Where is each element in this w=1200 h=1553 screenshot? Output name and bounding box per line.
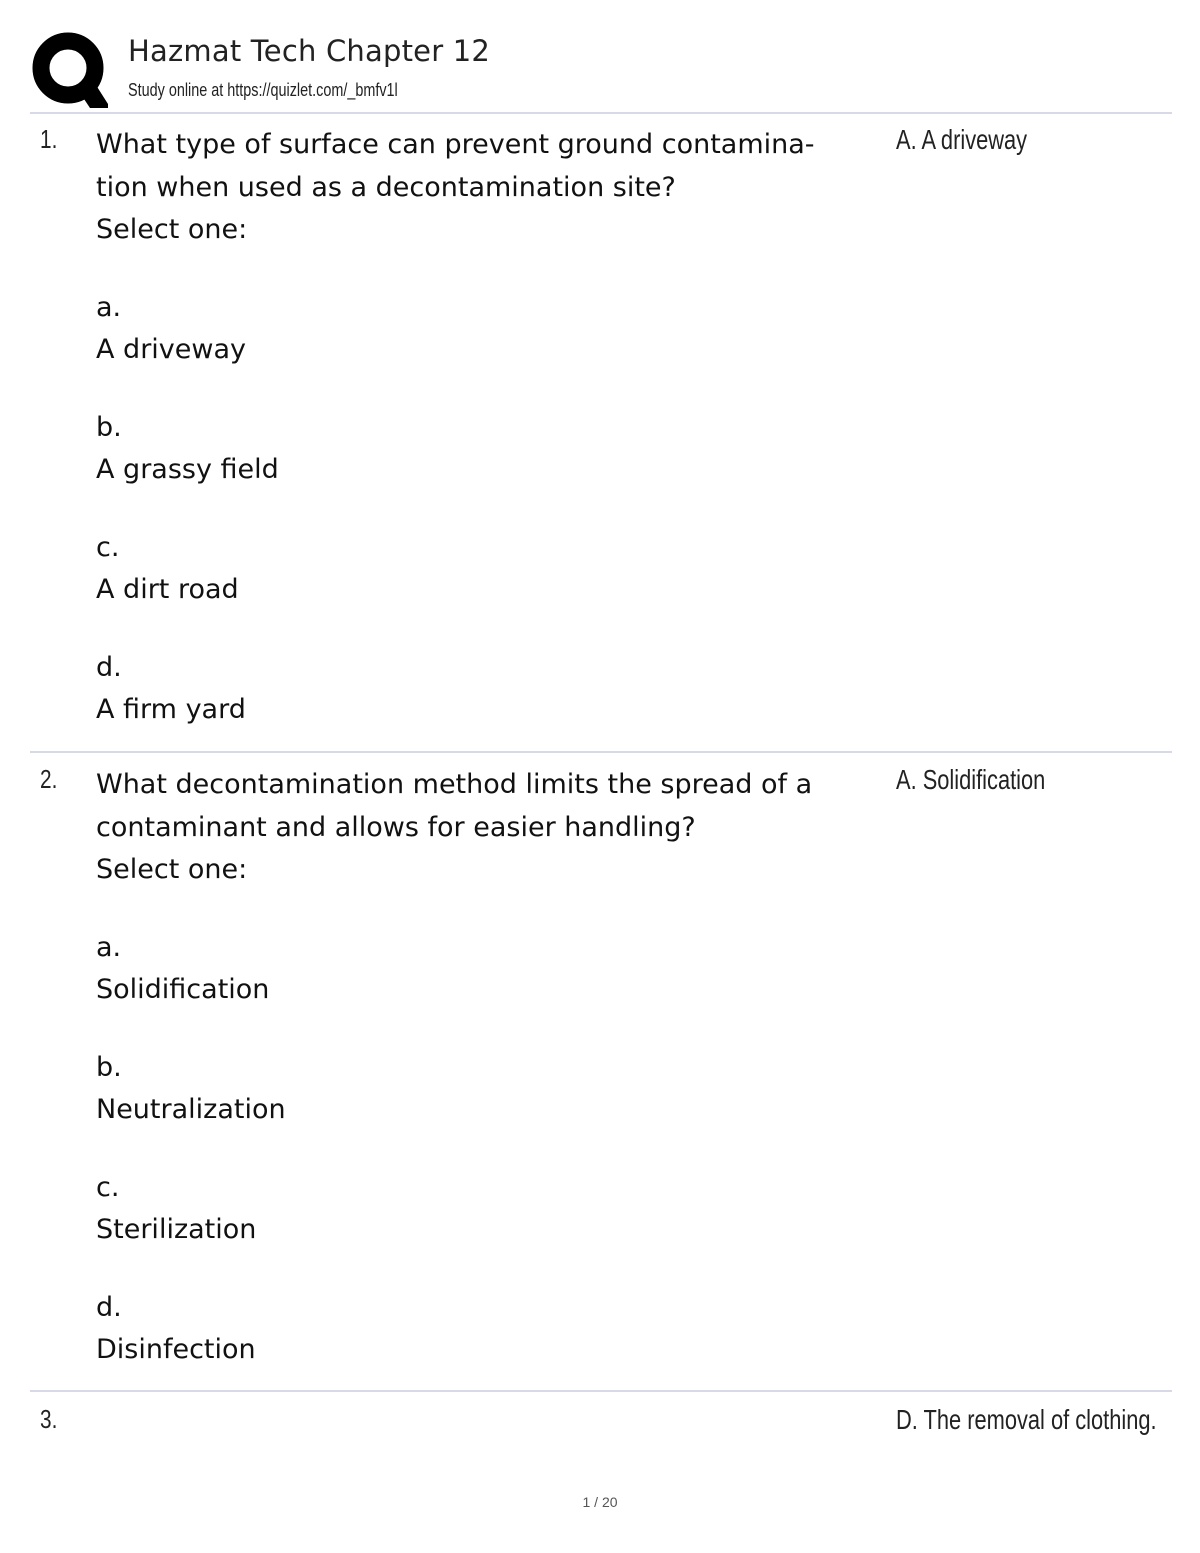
option-label: b. (96, 1051, 122, 1083)
option-label: c. (96, 531, 120, 563)
question-line: tion when used as a decontamination site? (96, 171, 676, 203)
option-label: d. (96, 1291, 122, 1323)
card-question (96, 124, 886, 732)
card-answer: A. Solidification (896, 764, 1046, 795)
question-line: What decontamination method limits the spread of a (96, 769, 813, 800)
option-label: b. (96, 411, 122, 443)
option-label: a. (96, 931, 122, 963)
option-label: d. (96, 651, 122, 683)
option-label: c. (96, 1171, 120, 1203)
question-line: What type of surface can prevent ground contamina- (96, 129, 815, 160)
option-text: A grassy field (96, 454, 279, 485)
card-answer: A. A driveway (896, 124, 1028, 155)
question-line: contaminant and allows for easier handling? (96, 811, 696, 843)
flashcard-1 (30, 124, 1172, 744)
divider (30, 112, 1172, 114)
option-text: Neutralization (96, 1094, 286, 1125)
document-title: Hazmat Tech Chapter 12 (128, 34, 491, 68)
option-text: Disinfection (96, 1334, 256, 1365)
card-answer: D. The removal of clothing. (896, 1404, 1157, 1435)
option-text: A dirt road (96, 574, 239, 605)
divider (30, 751, 1172, 753)
question-prompt: Select one: (96, 214, 248, 245)
flashcard-3 (30, 1404, 1172, 1464)
option-text: Solidification (96, 974, 270, 1005)
study-online-link[interactable]: Study online at https://quizlet.com/_bmfv1l (128, 80, 398, 100)
option-text: A driveway (96, 334, 246, 365)
quizlet-q-logo-icon (32, 32, 108, 108)
option-text: A firm yard (96, 694, 246, 725)
option-label: a. (96, 291, 122, 323)
document-header (30, 28, 1172, 112)
flashcard-2 (30, 764, 1172, 1384)
option-text: Sterilization (96, 1214, 257, 1245)
question-prompt: Select one: (96, 854, 248, 885)
card-number: 2. (40, 764, 58, 794)
card-question (96, 764, 886, 1372)
page-number: 1 / 20 (582, 1494, 618, 1510)
divider (30, 1390, 1172, 1392)
card-number: 3. (40, 1404, 58, 1434)
card-number: 1. (40, 124, 58, 154)
